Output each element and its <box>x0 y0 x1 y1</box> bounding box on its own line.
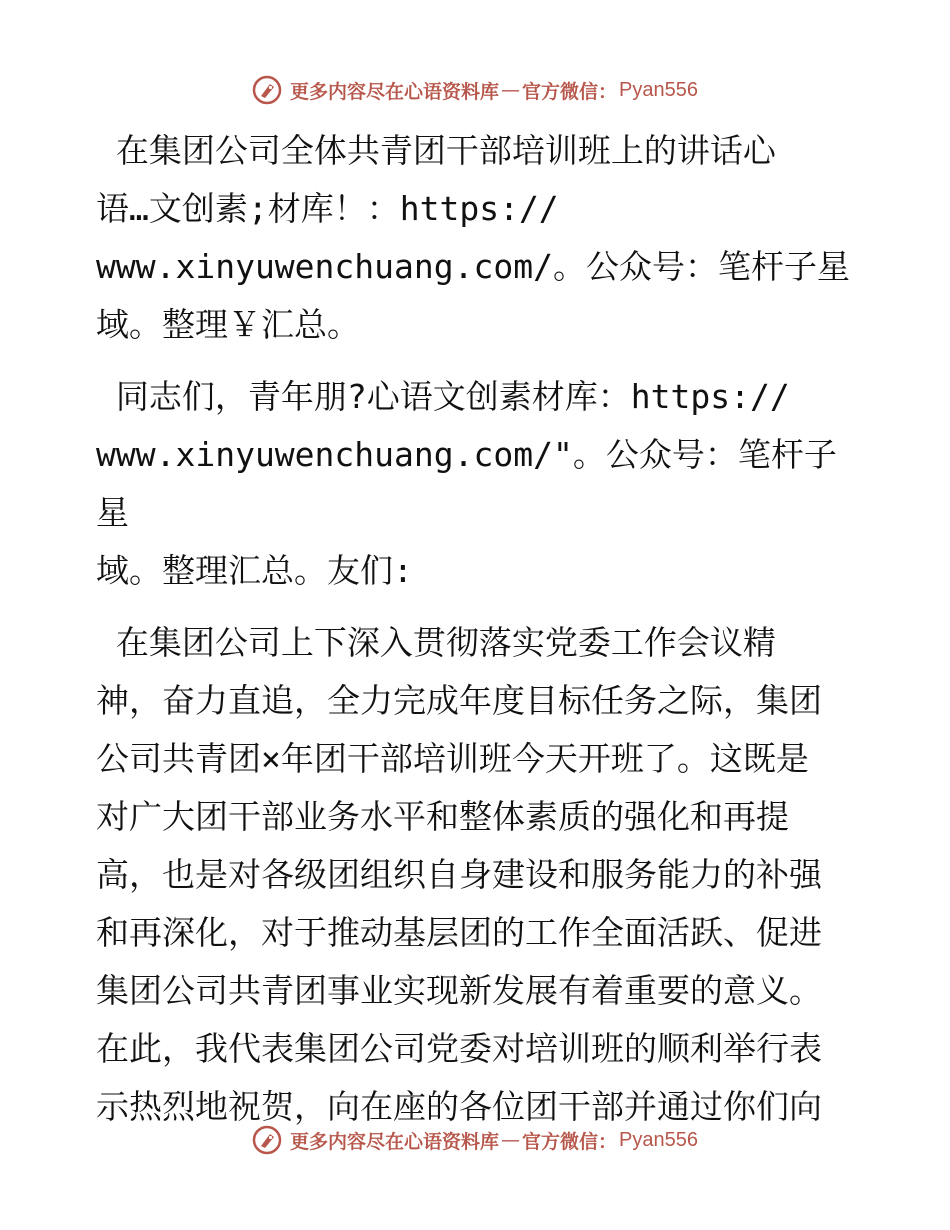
header-watermark <box>0 70 950 110</box>
watermark-wechat-label: 官方微信： <box>522 80 618 103</box>
watermark-wechat-label: 官方微信： <box>522 1130 618 1153</box>
watermark-separator: — <box>501 1129 521 1151</box>
paragraph-greeting: 同志们，青年朋?心语文创素材库：https:// www.xinyuwenchuang.com/"。公众号：笔杆子星 域。整理汇总。友们: <box>96 377 837 590</box>
watermark-separator: — <box>501 79 521 101</box>
pen-nib-logo-icon <box>252 75 282 105</box>
watermark-text: 更多内容尽在心语资料库 <box>290 80 500 103</box>
footer-watermark <box>0 1120 950 1160</box>
watermark-text: 更多内容尽在心语资料库 <box>290 1130 500 1153</box>
paragraph-body: 在集团公司上下深入贯彻落实党委工作会议精 神，奋力直追，全力完成年度目标任务之际，集团 公司共青团×年团干部培训班今天开班了。这既是 对广大团干部业务水平和整体素质的强化和再提 高，也是对各级团组织自身建设和服务能力的补强 和再深化，对于推动基层团的工作全面活跃、促进 集团公司共青团事业实现新发展有着重要的意义。 在此，我代表集团公司党委对培训班的顺利举行表 示热烈地祝贺，向在座的各位团干部并通过你们向 <box>96 623 822 1126</box>
pen-nib-logo-icon <box>252 1125 282 1155</box>
watermark-wechat-id: Pyan556 <box>619 78 698 101</box>
document-body <box>96 122 856 1150</box>
paragraph-title: 在集团公司全体共青团干部培训班上的讲话心 语…文创素;材库！：https:// www.xinyuwenchuang.com/。公众号：笔杆子星 域。整理￥汇总。 <box>96 131 850 344</box>
watermark-wechat-id: Pyan556 <box>619 1128 698 1151</box>
